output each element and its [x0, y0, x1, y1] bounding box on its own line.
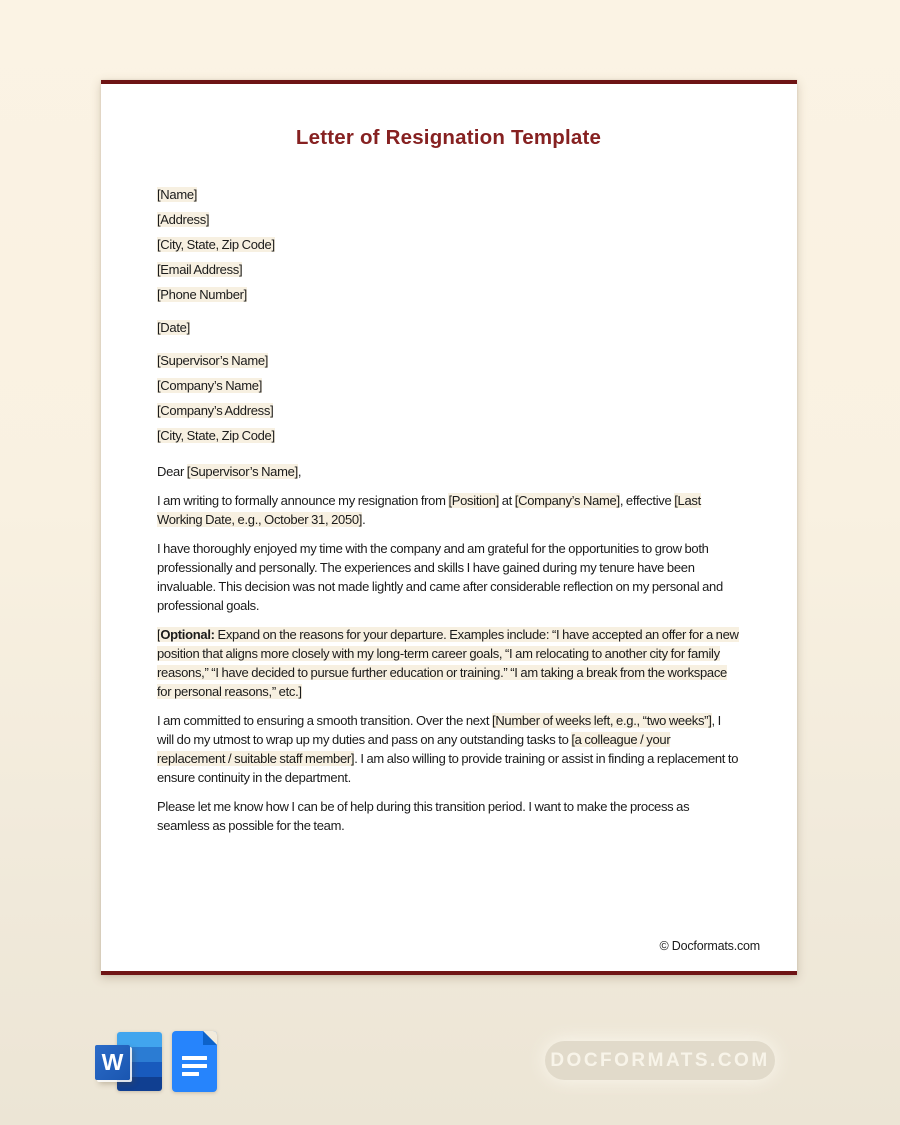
text-run: [Position]	[448, 493, 499, 508]
text-run: .	[362, 512, 366, 527]
paragraph-optional-reasons	[157, 625, 740, 701]
paragraph-gratitude	[157, 539, 740, 615]
placeholder-address	[157, 210, 740, 229]
text-run: [Company’s Address]	[157, 403, 274, 418]
text-run: Please let me know how I can be of help during this transition period. I want to make the process as seamless as possible for the team.	[157, 799, 690, 833]
paragraph-transition	[157, 711, 740, 787]
placeholder-city-state-zip	[157, 235, 740, 254]
docformats-watermark-badge: DOCFORMATS.COM	[545, 1041, 775, 1080]
paragraph-closing	[157, 797, 740, 835]
docs-folded-corner	[203, 1031, 217, 1045]
placeholder-company-name	[157, 376, 740, 395]
document-page	[101, 80, 797, 975]
letter-body	[157, 185, 740, 835]
copyright-footer: © Docformats.com	[659, 939, 760, 953]
text-run: [Company’s Name]	[157, 378, 263, 393]
text-run: [City, State, Zip Code]	[157, 428, 275, 443]
text-run: I am committed to ensuring a smooth transition. Over the next	[157, 713, 493, 728]
text-run: [Supervisor’s Name]	[157, 353, 269, 368]
placeholder-email	[157, 260, 740, 279]
text-run: Dear	[157, 464, 187, 479]
text-run: [	[157, 627, 161, 642]
text-run: [Number of weeks left, e.g., “two weeks”]	[492, 713, 712, 728]
paragraph-announcement	[157, 491, 740, 529]
text-run: at	[498, 493, 515, 508]
text-run: [Last Working Date, e.g., October 31, 2050]	[157, 493, 701, 527]
text-run: I have thoroughly enjoyed my time with the company and am grateful for the opportunities to grow both professionally and personally. The experiences and skills I have gained during my tenure have been invaluable. This decision was not made lightly and came after considerable reflection on my personal and professional goals.	[157, 541, 723, 613]
text-run: , effective	[619, 493, 675, 508]
google-docs-icon[interactable]	[172, 1031, 217, 1092]
ms-word-icon[interactable]	[95, 1031, 163, 1093]
placeholder-company-city-state-zip	[157, 426, 740, 445]
placeholder-phone	[157, 285, 740, 304]
text-run: I am writing to formally announce my resignation from	[157, 493, 449, 508]
text-run: [Name]	[157, 187, 198, 202]
text-run: Optional:	[160, 627, 215, 642]
text-run: [City, State, Zip Code]	[157, 237, 275, 252]
text-run: , I will do my utmost to wrap up my duties and pass on any outstanding tasks to	[157, 713, 721, 747]
placeholder-name	[157, 185, 740, 204]
text-run: Expand on the reasons for your departure. Examples include: “I have accepted an offer for a new position that aligns more closely with my long-term career goals, “I am relocating to another city for family reasons,” “I have decided to pursue further education or training.” “I am taking a break from the workspace for personal reasons,” etc.]	[157, 627, 739, 699]
text-run: [a colleague / your replacement / suitable staff member]	[157, 732, 671, 766]
docs-text-lines	[182, 1056, 207, 1080]
text-run: [Supervisor’s Name]	[186, 464, 298, 479]
text-run: [Phone Number]	[157, 287, 247, 302]
text-run: [Address]	[157, 212, 210, 227]
placeholder-supervisor-name	[157, 351, 740, 370]
text-run: [Company’s Name]	[514, 493, 620, 508]
word-w-letter: W	[95, 1045, 130, 1080]
placeholder-company-address	[157, 401, 740, 420]
text-run: [Email Address]	[157, 262, 243, 277]
salutation	[157, 462, 740, 481]
page-title: Letter of Resignation Template	[295, 126, 602, 149]
placeholder-date	[157, 318, 740, 337]
text-run: [Date]	[157, 320, 190, 335]
text-run: ,	[297, 464, 302, 479]
text-run: . I am also willing to provide training or assist in finding a replacement to ensure continuity in the department.	[157, 751, 739, 785]
